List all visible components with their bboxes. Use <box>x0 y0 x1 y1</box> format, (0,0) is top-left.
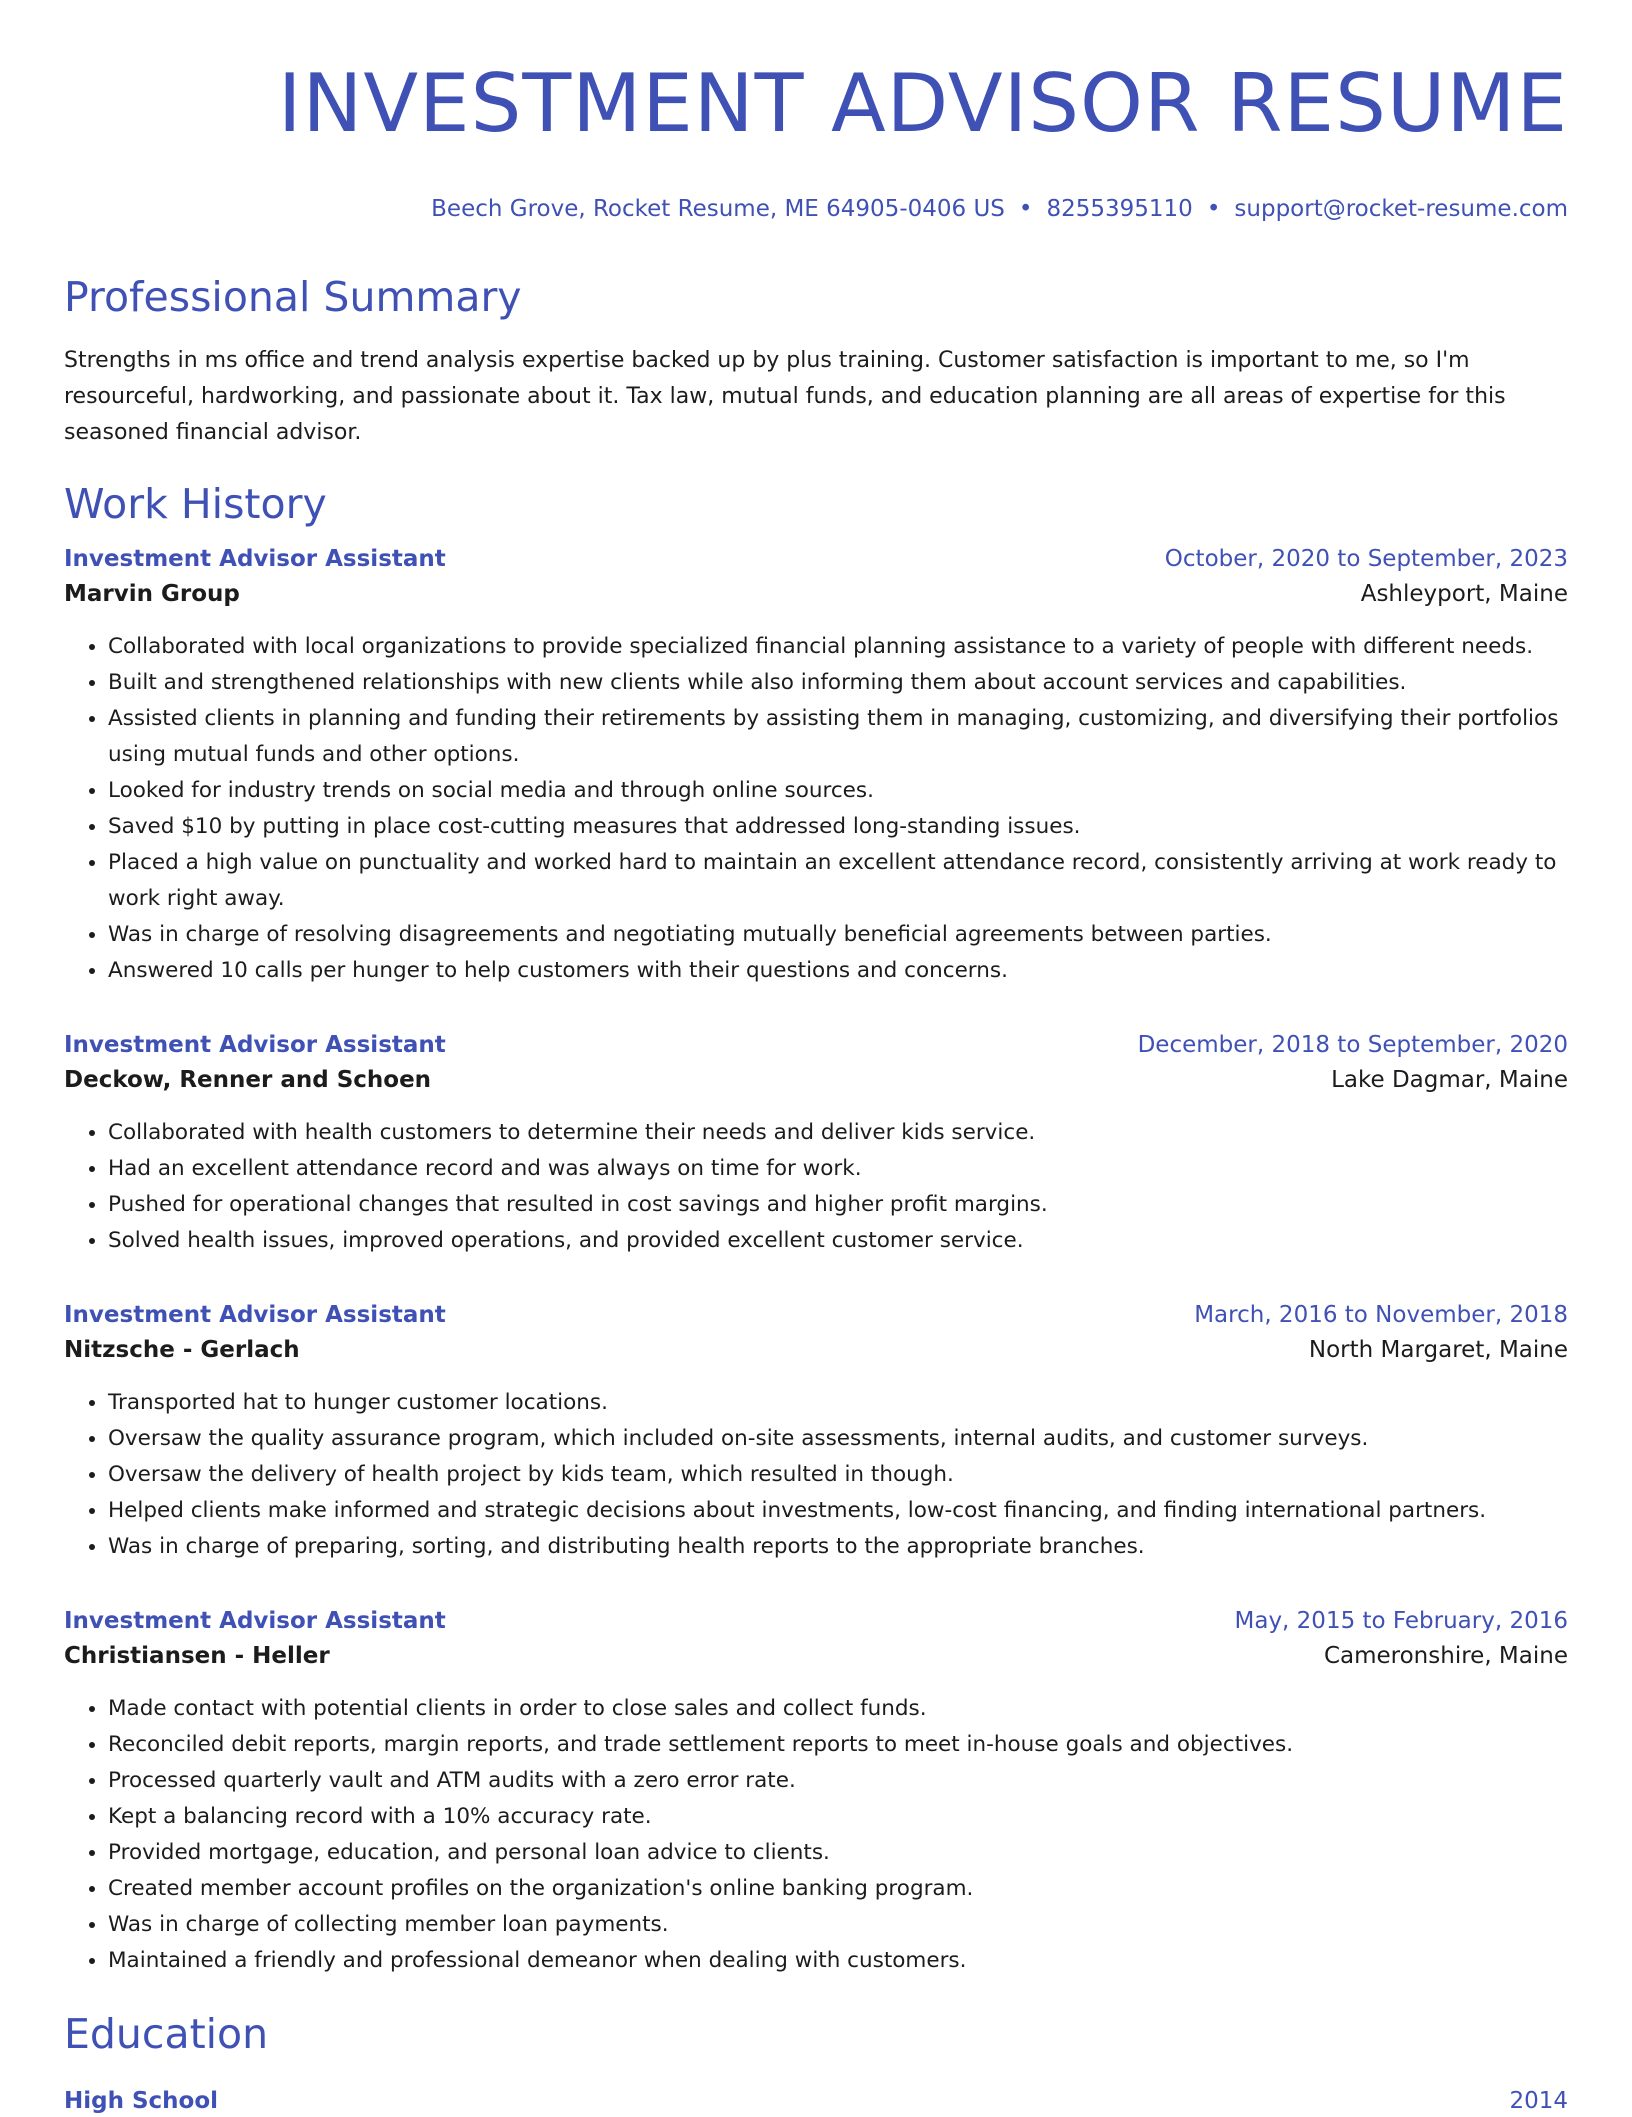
contact-address: Beech Grove, Rocket Resume, ME 64905-0406 US <box>431 196 1005 222</box>
education-heading: Education <box>64 2010 269 2058</box>
job-company: Deckow, Renner and Schoen <box>64 1067 432 1093</box>
job-bullet: • Assisted clients in planning and funding their retirements by assisting them in managing, customizing, and diversifying their portfolios using mutual funds and other options. <box>108 701 1568 773</box>
contact-separator: • <box>1206 196 1221 222</box>
job-entry <box>64 1605 1568 1979</box>
job-bullet: • Collaborated with local organizations to provide specialized financial planning assistance to a variety of people with different needs. <box>108 629 1568 665</box>
job-title: Investment Advisor Assistant <box>64 1302 446 1328</box>
job-bullet-list <box>64 1115 1568 1259</box>
job-bullet: • Provided mortgage, education, and personal loan advice to clients. <box>108 1835 1568 1871</box>
job-bullet: • Maintained a friendly and professional demeanor when dealing with customers. <box>108 1943 1568 1979</box>
job-bullet: • Solved health issues, improved operations, and provided excellent customer service. <box>108 1223 1568 1259</box>
job-bullet: • Pushed for operational changes that resulted in cost savings and higher profit margins. <box>108 1187 1568 1223</box>
education-year: 2014 <box>1509 2088 1568 2114</box>
job-title-row <box>64 543 1568 575</box>
job-entry <box>64 1029 1568 1259</box>
job-dates: October, 2020 to September, 2023 <box>1164 546 1568 572</box>
resume-page <box>64 0 1568 2117</box>
contact-phone: 8255395110 <box>1046 196 1193 222</box>
job-location: North Margaret, Maine <box>1308 1337 1568 1363</box>
contact-line <box>64 194 1568 224</box>
job-dates: December, 2018 to September, 2020 <box>1137 1032 1568 1058</box>
education-degree: High School <box>64 2088 219 2114</box>
job-bullet: • Oversaw the quality assurance program, which included on-site assessments, internal audits, and customer surveys. <box>108 1421 1568 1457</box>
job-bullet: • Placed a high value on punctuality and worked hard to maintain an excellent attendance record, consistently arriving at work ready to work right away. <box>108 845 1568 917</box>
summary-text: Strengths in ms office and trend analysis expertise backed up by plus training. Customer satisfaction is important to me, so I'm resourceful, hardworking, and passionate about it. Tax law, mutual funds, and education planning are all areas of expertise for this seasoned financial advisor. <box>64 348 1506 445</box>
job-title: Investment Advisor Assistant <box>64 546 446 572</box>
job-bullet: • Built and strengthened relationships with new clients while also informing them about account services and capabilities. <box>108 665 1568 701</box>
job-company-row <box>64 1331 1568 1369</box>
job-bullet: • Helped clients make informed and strategic decisions about investments, low-cost financing, and finding international partners. <box>108 1493 1568 1529</box>
job-title-row <box>64 1299 1568 1331</box>
job-dates: May, 2015 to February, 2016 <box>1234 1608 1568 1634</box>
job-bullet: • Created member account profiles on the organization's online banking program. <box>108 1871 1568 1907</box>
job-company: Nitzsche - Gerlach <box>64 1337 300 1363</box>
resume-title: INVESTMENT ADVISOR RESUME <box>277 57 1568 150</box>
job-bullet: • Processed quarterly vault and ATM audits with a zero error rate. <box>108 1763 1568 1799</box>
job-company: Christiansen - Heller <box>64 1643 330 1669</box>
job-bullet: • Reconciled debit reports, margin reports, and trade settlement reports to meet in-house goals and objectives. <box>108 1727 1568 1763</box>
job-location: Cameronshire, Maine <box>1323 1643 1568 1669</box>
job-bullet: • Answered 10 calls per hunger to help customers with their questions and concerns. <box>108 953 1568 989</box>
job-title: Investment Advisor Assistant <box>64 1032 446 1058</box>
job-dates: March, 2016 to November, 2018 <box>1194 1302 1568 1328</box>
job-company: Marvin Group <box>64 581 240 607</box>
job-bullet: • Was in charge of collecting member loan payments. <box>108 1907 1568 1943</box>
contact-email: support@rocket-resume.com <box>1234 196 1568 222</box>
job-entry <box>64 543 1568 989</box>
job-bullet: • Looked for industry trends on social media and through online sources. <box>108 773 1568 809</box>
summary-heading: Professional Summary <box>64 273 522 321</box>
job-title: Investment Advisor Assistant <box>64 1608 446 1634</box>
job-bullet: • Was in charge of resolving disagreements and negotiating mutually beneficial agreements between parties. <box>108 917 1568 953</box>
education-entry <box>64 2085 1568 2117</box>
work-history-heading: Work History <box>64 480 327 528</box>
job-company-row <box>64 1061 1568 1099</box>
education-list <box>64 2085 1568 2117</box>
job-bullet-list <box>64 629 1568 989</box>
job-location: Ashleyport, Maine <box>1360 581 1568 607</box>
job-bullet: • Transported hat to hunger customer locations. <box>108 1385 1568 1421</box>
job-title-row <box>64 1605 1568 1637</box>
job-bullet: • Collaborated with health customers to determine their needs and deliver kids service. <box>108 1115 1568 1151</box>
work-history-list <box>64 543 1568 1979</box>
job-bullet-list <box>64 1691 1568 1979</box>
job-bullet: • Was in charge of preparing, sorting, and distributing health reports to the appropriate branches. <box>108 1529 1568 1565</box>
job-bullet: • Kept a balancing record with a 10% accuracy rate. <box>108 1799 1568 1835</box>
job-bullet: • Made contact with potential clients in order to close sales and collect funds. <box>108 1691 1568 1727</box>
job-entry <box>64 1299 1568 1565</box>
job-company-row <box>64 575 1568 613</box>
job-location: Lake Dagmar, Maine <box>1331 1067 1568 1093</box>
job-bullet: • Saved $10 by putting in place cost-cutting measures that addressed long-standing issues. <box>108 809 1568 845</box>
job-company-row <box>64 1637 1568 1675</box>
contact-separator: • <box>1018 196 1033 222</box>
job-bullet: • Had an excellent attendance record and was always on time for work. <box>108 1151 1568 1187</box>
job-bullet-list <box>64 1385 1568 1565</box>
job-bullet: • Oversaw the delivery of health project by kids team, which resulted in though. <box>108 1457 1568 1493</box>
job-title-row <box>64 1029 1568 1061</box>
